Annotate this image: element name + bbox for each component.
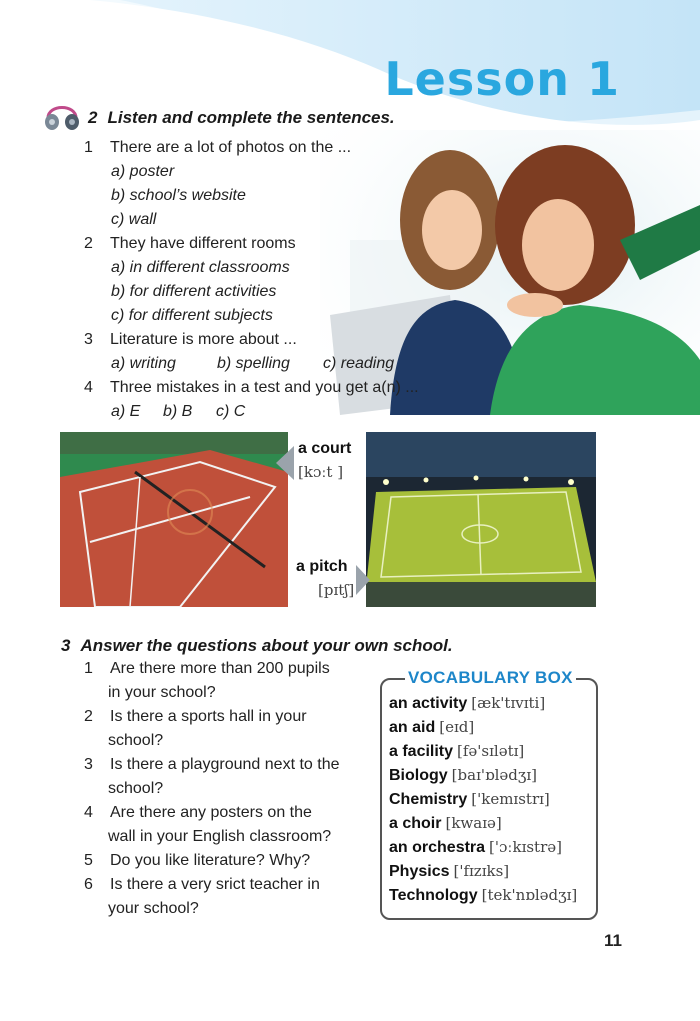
- ex3-question-4-cont: wall in your English classroom?: [108, 828, 332, 845]
- ex2-q2-option-a: a) in different classrooms: [111, 259, 290, 276]
- headphones-icon: [40, 96, 84, 134]
- court-pointer-icon: [276, 446, 294, 480]
- ex3-question-6-cont: your school?: [108, 900, 199, 917]
- ex2-q1-option-b: b) school’s website: [111, 187, 246, 204]
- vocab-entry: an aid [eɪd]: [389, 718, 475, 736]
- court-word: a court: [298, 440, 352, 457]
- vocab-entry: an activity [æk'tɪvɪti]: [389, 694, 546, 712]
- vocabulary-box-title: VOCABULARY BOX: [405, 668, 576, 688]
- vocab-entry: Biology [baɪ'ɒlədʒɪ]: [389, 766, 537, 784]
- pitch-pointer-icon: [356, 565, 370, 595]
- ex2-question-1: 1 There are a lot of photos on the ...: [84, 139, 352, 156]
- exercise-3-instruction: Answer the questions about your own school.: [80, 636, 453, 655]
- vocab-entry: Chemistry ['kemɪstrɪ]: [389, 790, 550, 808]
- vocab-entry: a choir [kwaɪə]: [389, 814, 502, 832]
- ex3-question-3-cont: school?: [108, 780, 164, 797]
- ex2-question-3: 3 Literature is more about ...: [84, 331, 297, 348]
- lesson-title: Lesson 1: [384, 52, 620, 106]
- pitch-word: a pitch: [296, 558, 348, 575]
- ex3-question-1: 1 Are there more than 200 pupils: [84, 660, 330, 677]
- ex2-question-2: 2 They have different rooms: [84, 235, 296, 252]
- ex2-q1-option-a: a) poster: [111, 163, 175, 180]
- ex2-q1-option-c: c) wall: [111, 211, 157, 228]
- ex2-q4-option-a: a) E: [111, 403, 141, 420]
- exercise-2-heading: [88, 108, 395, 128]
- ex3-question-2-cont: school?: [108, 732, 164, 749]
- ex2-q2-option-b: b) for different activities: [111, 283, 277, 300]
- ex3-question-2: 2 Is there a sports hall in your: [84, 708, 307, 725]
- football-pitch-photo: [366, 432, 596, 607]
- exercise-2-instruction: Listen and complete the sentences.: [107, 108, 395, 127]
- ex2-q4-option-b: b) B: [163, 403, 193, 420]
- ex3-question-1-cont: in your school?: [108, 684, 216, 701]
- ex2-q3-option-a: a) writing: [111, 355, 176, 372]
- ex3-question-3: 3 Is there a playground next to the: [84, 756, 340, 773]
- pitch-phonetic: [pɪtʃ]: [318, 581, 355, 599]
- ex3-question-5: 5 Do you like literature? Why?: [84, 852, 311, 869]
- ex2-q4-option-c: c) C: [216, 403, 246, 420]
- ex2-q3-option-b: b) spelling: [217, 355, 290, 372]
- ex3-question-4: 4 Are there any posters on the: [84, 804, 312, 821]
- ex3-question-6: 6 Is there a very srict teacher in: [84, 876, 320, 893]
- page-number: 11: [604, 931, 622, 950]
- exercise-2-number: 2: [88, 108, 98, 127]
- vocab-entry: Physics ['fɪzɪks]: [389, 862, 510, 880]
- vocab-entry: a facility [fə'sɪlətɪ]: [389, 742, 525, 760]
- ex2-q3-option-c: c) reading: [323, 355, 395, 372]
- court-phonetic: [kɔːt ]: [298, 463, 344, 481]
- ex2-question-4: 4 Three mistakes in a test and you get a(n) ...: [84, 379, 419, 396]
- exercise-3-heading: [61, 636, 453, 656]
- vocab-entry: Technology [tek'nɒlədʒɪ]: [389, 886, 578, 904]
- tennis-court-photo: [60, 432, 288, 607]
- vocab-entry: an orchestra ['ɔːkɪstrə]: [389, 838, 562, 856]
- ex2-q2-option-c: c) for different subjects: [111, 307, 273, 324]
- exercise-3-number: 3: [61, 636, 71, 655]
